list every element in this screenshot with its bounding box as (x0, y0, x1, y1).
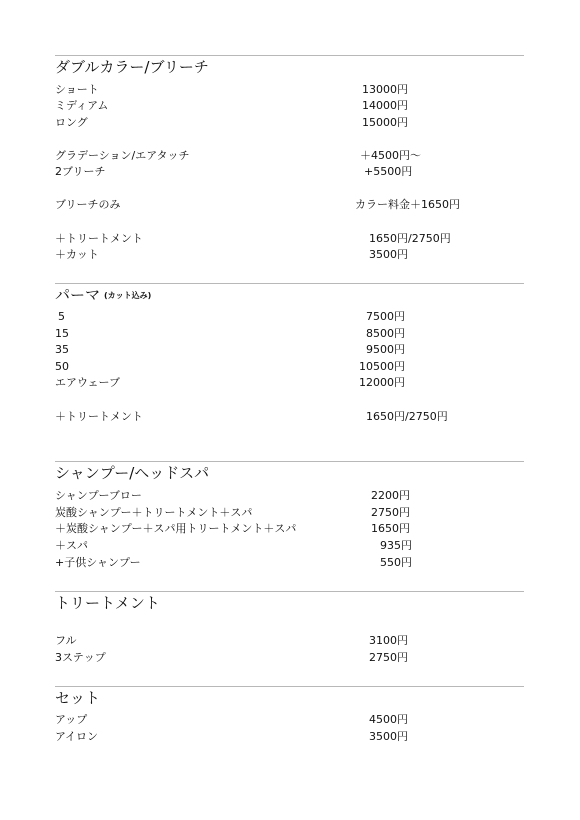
item-price: カラー料金＋1650円 (355, 198, 460, 211)
menu-item (0, 538, 580, 554)
item-name: グラデーション/エアタッチ (55, 149, 190, 162)
section-title: トリートメント (55, 594, 160, 612)
item-name: +子供シャンプー (55, 556, 141, 569)
item-price: 935円 (380, 539, 412, 552)
menu-item (0, 633, 580, 649)
item-price: 1650円/2750円 (369, 232, 451, 245)
item-name: アイロン (55, 730, 99, 743)
menu-item (0, 197, 580, 213)
item-price: 3500円 (369, 730, 408, 743)
item-name: エアウェーブ (55, 376, 121, 389)
section-divider (55, 55, 524, 56)
section-title-note: (カット込み) (104, 291, 152, 300)
item-price: 4500円 (369, 713, 408, 726)
item-price: 7500円 (366, 310, 405, 323)
menu-item (0, 521, 580, 537)
item-price: +5500円 (364, 165, 413, 178)
section-divider (55, 591, 524, 592)
menu-item (0, 309, 580, 325)
item-price: 3100円 (369, 634, 408, 647)
item-price: 2200円 (371, 489, 410, 502)
menu-item (0, 712, 580, 728)
item-name: ブリーチのみ (55, 198, 121, 211)
item-name: 2ブリーチ (55, 165, 106, 178)
menu-item (0, 342, 580, 358)
menu-item (0, 650, 580, 666)
section-divider (55, 686, 524, 687)
item-name: ＋トリートメント (55, 232, 143, 245)
section-title: セット (55, 689, 101, 707)
menu-item (0, 375, 580, 391)
item-name: ショート (55, 83, 99, 96)
item-price: 2750円 (369, 651, 408, 664)
item-name: シャンプーブロー (55, 489, 142, 502)
item-price: 15000円 (362, 116, 408, 129)
item-price: 9500円 (366, 343, 405, 356)
section-title (55, 286, 151, 305)
item-price: 1650円/2750円 (366, 410, 448, 423)
item-name: ＋カット (55, 248, 99, 261)
item-name: ＋トリートメント (55, 410, 143, 423)
item-name: 3ステップ (55, 651, 106, 664)
item-price: 10500円 (359, 360, 405, 373)
menu-item (0, 409, 580, 425)
section-divider (55, 461, 524, 462)
menu-item (0, 488, 580, 504)
item-price: 1650円 (371, 522, 410, 535)
item-price: 2750円 (371, 506, 410, 519)
item-price: 8500円 (366, 327, 405, 340)
section-divider (55, 283, 524, 284)
menu-item (0, 505, 580, 521)
item-price: 3500円 (369, 248, 408, 261)
item-name: 35 (55, 343, 69, 356)
menu-item (0, 231, 580, 247)
menu-item (0, 729, 580, 745)
menu-item (0, 164, 580, 180)
menu-item (0, 247, 580, 263)
menu-item (0, 98, 580, 114)
section-title-text: パーマ (55, 286, 101, 304)
section-title: ダブルカラー/ブリーチ (55, 58, 209, 76)
item-price: 550円 (380, 556, 412, 569)
item-price: 12000円 (359, 376, 405, 389)
menu-item (0, 82, 580, 98)
item-name: ＋炭酸シャンプー＋スパ用トリートメント＋スパ (55, 522, 297, 535)
item-name: ＋スパ (55, 539, 88, 552)
menu-item (0, 326, 580, 342)
item-name: 5 (58, 310, 65, 323)
item-name: フル (55, 634, 77, 647)
menu-item (0, 555, 580, 571)
item-name: 15 (55, 327, 69, 340)
item-name: 50 (55, 360, 69, 373)
item-price: ＋4500円〜 (360, 149, 421, 162)
item-price: 13000円 (362, 83, 408, 96)
item-name: ミディアム (55, 99, 109, 112)
item-name: ロング (55, 116, 88, 129)
item-price: 14000円 (362, 99, 408, 112)
item-name: 炭酸シャンプー＋トリートメント＋スパ (55, 506, 253, 519)
section-title: シャンプー/ヘッドスパ (55, 464, 210, 482)
menu-item (0, 148, 580, 164)
menu-item (0, 359, 580, 375)
menu-item (0, 115, 580, 131)
item-name: アップ (55, 713, 88, 726)
